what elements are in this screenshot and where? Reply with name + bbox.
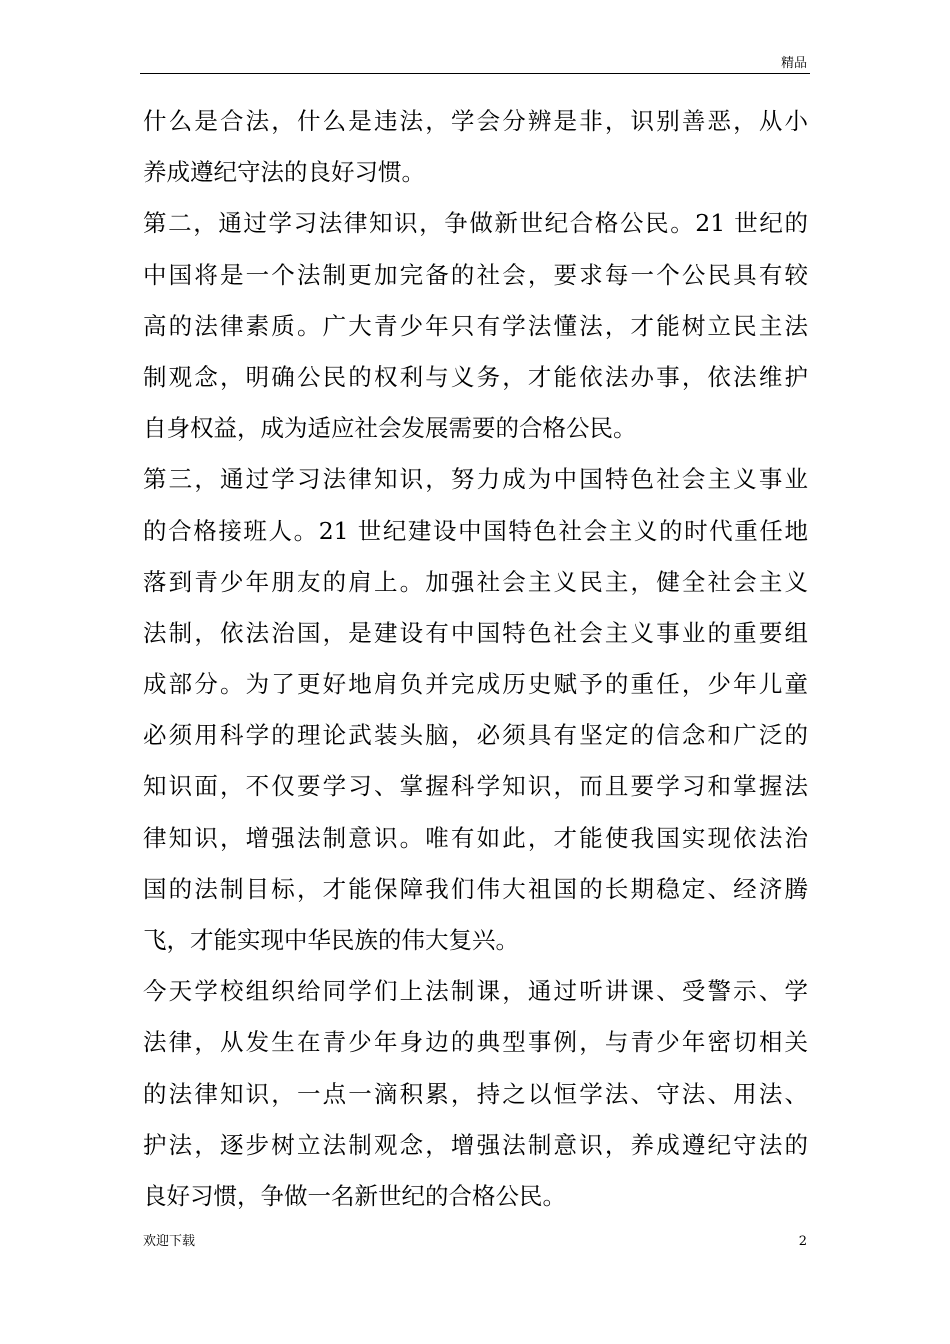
text-line: 国的法制目标，才能保障我们伟大祖国的长期稳定、经济腾 (143, 874, 808, 903)
text-line: 飞，才能实现中华民族的伟大复兴。 (143, 926, 519, 954)
page-number: 2 (798, 1234, 807, 1249)
text-line: 中国将是一个法制更加完备的社会，要求每一个公民具有较 (143, 260, 808, 289)
text-line: 成部分。为了更好地肩负并完成历史赋予的重任，少年儿童 (143, 670, 808, 699)
text-line: 法律，从发生在青少年身边的典型事例，与青少年密切相关 (143, 1028, 808, 1057)
text-line: 必须用科学的理论武装头脑，必须具有坚定的信念和广泛的 (143, 721, 808, 750)
text-line: 什么是合法，什么是违法，学会分辨是非，识别善恶，从小 (143, 107, 808, 135)
text-line: 自身权益，成为适应社会发展需要的合格公民。 (143, 414, 637, 443)
text-line: 知识面，不仅要学习、掌握科学知识，而且要学习和掌握法 (143, 772, 808, 801)
body-text (143, 96, 808, 1222)
text-line: 第三，通过学习法律知识，努力成为中国特色社会主义事业 (143, 465, 808, 494)
text-line: 制观念，明确公民的权利与义务，才能依法办事，依法维护 (143, 362, 808, 391)
text-line: 落到青少年朋友的肩上。加强社会主义民主，健全社会主义 (143, 567, 808, 596)
text-line: 法制，依法治国，是建设有中国特色社会主义事业的重要组 (143, 618, 808, 647)
header-divider (140, 73, 810, 74)
text-line: 高的法律素质。广大青少年只有学法懂法，才能树立民主法 (143, 311, 808, 340)
text-line: 养成遵纪守法的良好习惯。 (143, 158, 425, 187)
text-line: 今天学校组织给同学们上法制课，通过听讲课、受警示、学 (143, 977, 808, 1006)
header-label: 精品 (780, 56, 807, 71)
footer-label: 欢迎下载 (143, 1234, 196, 1249)
text-line: 良好习惯，争做一名新世纪的合格公民。 (143, 1181, 566, 1210)
text-line: 律知识，增强法制意识。唯有如此，才能使我国实现依法治 (143, 823, 808, 852)
text-line: 的法律知识，一点一滴积累，持之以恒学法、守法、用法、 (143, 1079, 808, 1108)
text-line: 的合格接班人。21 世纪建设中国特色社会主义的时代重任地 (143, 516, 808, 545)
text-line: 第二，通过学习法律知识，争做新世纪合格公民。21 世纪的 (143, 209, 808, 238)
text-line: 护法，逐步树立法制观念，增强法制意识，养成遵纪守法的 (143, 1130, 808, 1159)
